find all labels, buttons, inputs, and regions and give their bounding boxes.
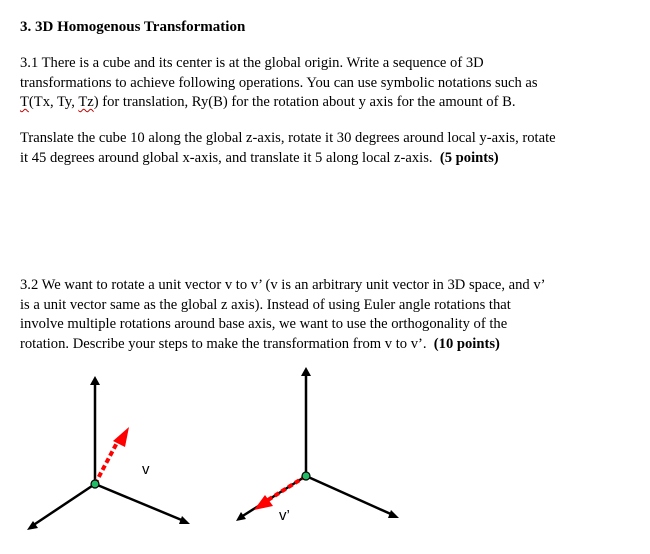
q31-line-3-paren: ( [28, 94, 34, 110]
left-coordinate-frame [27, 376, 190, 530]
q31-line-3-tx: Tx, Ty, [33, 94, 79, 110]
q32-line-3: involve multiple rotations around base axis, we want to use the orthogonality of the [20, 316, 508, 332]
left-z-axis-arrowhead [90, 376, 100, 385]
q31-line-3-rest: ) for translation, Ry(B) for the rotation about y axis for the amount of B. [93, 94, 516, 110]
right-y-axis [306, 476, 393, 515]
q31-line-2: transformations to achieve following operations. You can use symbolic notations such as [20, 74, 538, 91]
right-z-axis-arrowhead [301, 367, 311, 376]
right-origin [302, 472, 310, 480]
right-y-axis-arrowhead [388, 510, 399, 518]
q31-line-1: 3.1 There is a cube and its center is at the global origin. Write a sequence of 3D [20, 55, 484, 71]
left-x-axis [32, 484, 95, 526]
q31-task-line-2-text: it 45 degrees around global x-axis, and translate it 5 along local z-axis. [20, 149, 433, 166]
spellcheck-word-tz: Tz [78, 94, 94, 110]
label-v: v [142, 461, 150, 478]
left-y-axis [95, 484, 184, 521]
q31-task-line-1: Translate the cube 10 along the global z-axis, rotate it 30 degrees around local y-axis, rotate [20, 130, 556, 146]
left-vector-v [95, 439, 119, 484]
spellcheck-word-t: T [20, 94, 29, 110]
left-origin [91, 480, 99, 488]
right-coordinate-frame [236, 367, 399, 524]
q31-points: (5 points) [439, 149, 499, 166]
q32-line-2: is a unit vector same as the global z axis). Instead of using Euler angle rotations that [20, 296, 511, 313]
q32-line-4-text: rotation. Describe your steps to make the transformation from v to v’. [20, 335, 427, 352]
left-y-axis-arrowhead [179, 516, 190, 524]
label-v-prime: v’ [279, 507, 290, 524]
q32-points: (10 points) [433, 335, 500, 352]
q32-line-1: 3.2 We want to rotate a unit vector v to v’ (v is an arbitrary unit vector in 3D space, and v’ [20, 277, 546, 293]
section-title: 3. 3D Homogenous Transformation [20, 19, 246, 35]
